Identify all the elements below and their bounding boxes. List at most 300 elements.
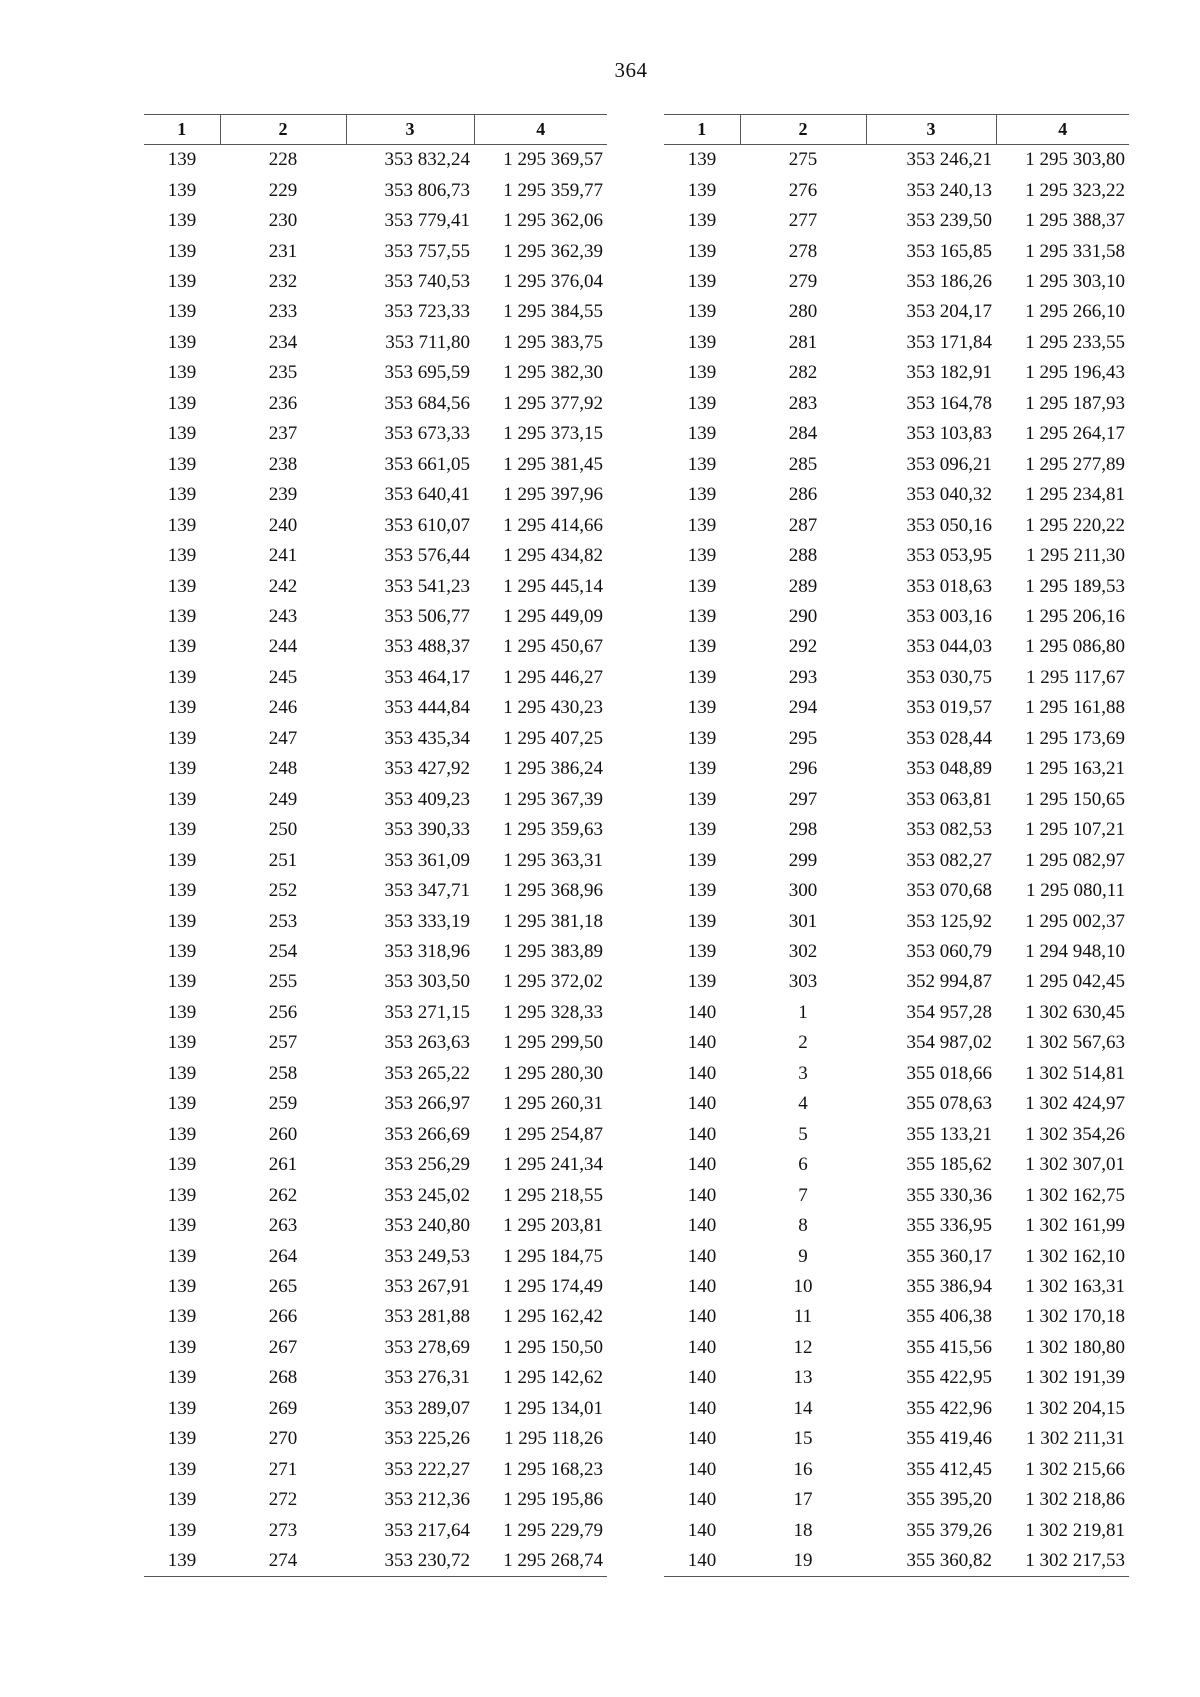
- table-row: [664, 1211, 1129, 1241]
- table-row: [664, 1424, 1129, 1454]
- cell-col-1: 139: [167, 271, 197, 293]
- cell-col-2: 263: [268, 1215, 298, 1237]
- cell-col-4: 1 295 229,79: [503, 1519, 603, 1541]
- cell-col-1: 140: [687, 1093, 717, 1115]
- table-row: [144, 267, 607, 297]
- cell-col-1: 139: [167, 880, 197, 902]
- cell-col-2: 12: [793, 1336, 813, 1358]
- cell-col-1: 139: [687, 301, 717, 323]
- table-row: [144, 663, 607, 693]
- cell-col-2: 262: [268, 1184, 298, 1206]
- cell-col-3: 355 185,62: [906, 1154, 992, 1176]
- cell-col-3: 353 333,19: [384, 910, 470, 932]
- cell-col-2: 271: [268, 1458, 298, 1480]
- cell-col-3: 353 018,63: [906, 575, 992, 597]
- table-row: [144, 236, 607, 266]
- cell-col-2: 278: [788, 240, 818, 262]
- cell-col-1: 139: [687, 971, 717, 993]
- cell-col-4: 1 302 567,63: [1025, 1032, 1125, 1054]
- cell-col-2: 303: [788, 971, 818, 993]
- cell-col-4: 1 295 002,37: [1025, 910, 1125, 932]
- cell-col-1: 139: [687, 240, 717, 262]
- column-header-1: 1: [144, 115, 220, 145]
- table-row: [664, 419, 1129, 449]
- cell-col-1: 139: [167, 545, 197, 567]
- cell-col-4: 1 295 367,39: [503, 788, 603, 810]
- cell-col-1: 139: [167, 666, 197, 688]
- table-row: [664, 663, 1129, 693]
- cell-col-3: 353 019,57: [906, 697, 992, 719]
- cell-col-4: 1 302 211,31: [1025, 1428, 1125, 1450]
- cell-col-4: 1 295 445,14: [503, 575, 603, 597]
- cell-col-2: 288: [788, 545, 818, 567]
- table-row: [144, 1028, 607, 1058]
- cell-col-4: 1 302 215,66: [1025, 1458, 1125, 1480]
- cell-col-3: 353 610,07: [384, 514, 470, 536]
- cell-col-4: 1 295 117,67: [1025, 666, 1125, 688]
- cell-col-2: 255: [268, 971, 298, 993]
- cell-col-4: 1 295 174,49: [503, 1275, 603, 1297]
- cell-col-1: 139: [167, 1093, 197, 1115]
- cell-col-3: 353 576,44: [384, 545, 470, 567]
- cell-col-1: 139: [687, 179, 717, 201]
- table-row: [664, 267, 1129, 297]
- cell-col-2: 8: [798, 1215, 808, 1237]
- cell-col-2: 246: [268, 697, 298, 719]
- cell-col-4: 1 295 430,23: [503, 697, 603, 719]
- cell-col-4: 1 295 368,96: [503, 880, 603, 902]
- cell-col-4: 1 295 187,93: [1025, 392, 1125, 414]
- cell-col-2: 284: [788, 423, 818, 445]
- cell-col-1: 139: [167, 514, 197, 536]
- table-row: [144, 1485, 607, 1515]
- cell-col-3: 353 347,71: [384, 880, 470, 902]
- cell-col-2: 292: [788, 636, 818, 658]
- table-row: [664, 1302, 1129, 1332]
- cell-col-3: 353 427,92: [384, 758, 470, 780]
- cell-col-3: 355 422,96: [906, 1397, 992, 1419]
- cell-col-3: 353 444,84: [384, 697, 470, 719]
- table-row: [664, 328, 1129, 358]
- cell-col-3: 353 757,55: [384, 240, 470, 262]
- table-row: [664, 1272, 1129, 1302]
- cell-col-3: 353 246,21: [906, 149, 992, 171]
- cell-col-3: 355 386,94: [906, 1275, 992, 1297]
- cell-col-2: 289: [788, 575, 818, 597]
- cell-col-1: 139: [687, 271, 717, 293]
- table-row: [144, 815, 607, 845]
- cell-col-1: 140: [687, 1275, 717, 1297]
- cell-col-3: 353 361,09: [384, 849, 470, 871]
- cell-col-4: 1 295 234,81: [1025, 484, 1125, 506]
- table-row: [144, 1089, 607, 1119]
- table-row: [144, 328, 607, 358]
- table-row: [144, 1302, 607, 1332]
- cell-col-4: 1 302 170,18: [1025, 1306, 1125, 1328]
- cell-col-4: 1 295 383,75: [503, 331, 603, 353]
- cell-col-4: 1 295 134,01: [503, 1397, 603, 1419]
- cell-col-1: 140: [687, 1154, 717, 1176]
- table-row: [664, 1546, 1129, 1577]
- cell-col-1: 139: [687, 484, 717, 506]
- table-row: [144, 1120, 607, 1150]
- cell-col-2: 251: [268, 849, 298, 871]
- table-row: [664, 1394, 1129, 1424]
- cell-col-3: 355 412,45: [906, 1458, 992, 1480]
- cell-col-1: 139: [687, 545, 717, 567]
- cell-col-3: 353 267,91: [384, 1275, 470, 1297]
- table-row: [664, 510, 1129, 540]
- cell-col-3: 353 082,53: [906, 819, 992, 841]
- cell-col-4: 1 295 323,22: [1025, 179, 1125, 201]
- cell-col-3: 353 695,59: [384, 362, 470, 384]
- cell-col-1: 139: [167, 1275, 197, 1297]
- cell-col-2: 275: [788, 149, 818, 171]
- cell-col-2: 5: [798, 1123, 808, 1145]
- cell-col-4: 1 295 082,97: [1025, 849, 1125, 871]
- cell-col-3: 355 360,17: [906, 1245, 992, 1267]
- cell-col-2: 19: [740, 1546, 866, 1577]
- cell-col-4: 1 302 204,15: [1025, 1397, 1125, 1419]
- cell-col-1: 140: [687, 1367, 717, 1389]
- column-header-4: 4: [474, 115, 607, 145]
- cell-col-4: 1 302 218,86: [1025, 1489, 1125, 1511]
- cell-col-1: 139: [687, 819, 717, 841]
- table-row: [664, 1150, 1129, 1180]
- cell-col-4: 1 295 260,31: [503, 1093, 603, 1115]
- cell-col-1: 139: [167, 971, 197, 993]
- cell-col-3: 353 318,96: [384, 941, 470, 962]
- cell-col-2: 235: [268, 362, 298, 384]
- table-row: [144, 754, 607, 784]
- cell-col-4: 1 295 359,63: [503, 819, 603, 841]
- cell-col-1: 139: [167, 149, 197, 171]
- cell-col-4: 1 295 163,21: [1025, 758, 1125, 780]
- cell-col-1: 139: [167, 1032, 197, 1054]
- cell-col-2: 294: [788, 697, 818, 719]
- cell-col-1: 139: [687, 453, 717, 475]
- cell-col-3: 353 256,29: [384, 1154, 470, 1176]
- cell-col-4: 1 295 386,24: [503, 758, 603, 780]
- cell-col-3: 353 053,95: [906, 545, 992, 567]
- cell-col-1: 139: [167, 727, 197, 749]
- cell-col-2: 264: [268, 1245, 298, 1267]
- cell-col-1: 139: [167, 1062, 197, 1084]
- cell-col-2: 13: [793, 1367, 813, 1389]
- cell-col-2: 239: [268, 484, 298, 506]
- cell-col-4: 1 294 948,10: [1025, 941, 1125, 962]
- cell-col-2: 242: [268, 575, 298, 597]
- cell-col-2: 298: [788, 819, 818, 841]
- cell-col-1: 140: [687, 1215, 717, 1237]
- cell-col-2: 7: [798, 1184, 808, 1206]
- cell-col-1: 139: [167, 1306, 197, 1328]
- cell-col-2: 279: [788, 271, 818, 293]
- cell-col-3: 355 379,26: [906, 1519, 992, 1541]
- cell-col-3: 355 078,63: [906, 1093, 992, 1115]
- cell-col-1: 139: [687, 941, 717, 962]
- cell-col-3: 353 779,41: [384, 210, 470, 232]
- cell-col-1: 139: [167, 1458, 197, 1480]
- cell-col-1: 139: [687, 758, 717, 780]
- cell-col-4: 1 295 268,74: [474, 1546, 607, 1577]
- table-row: [664, 967, 1129, 997]
- cell-col-1: 139: [167, 362, 197, 384]
- table-row: [664, 1120, 1129, 1150]
- cell-col-1: 139: [167, 423, 197, 445]
- cell-col-4: 1 295 203,81: [503, 1215, 603, 1237]
- column-header-3: 3: [866, 115, 996, 145]
- cell-col-1: 139: [687, 636, 717, 658]
- table-row: [664, 937, 1129, 967]
- cell-col-2: 274: [220, 1546, 346, 1577]
- cell-col-4: 1 302 161,99: [1025, 1215, 1125, 1237]
- cell-col-4: 1 295 080,11: [1025, 880, 1125, 902]
- cell-col-1: 139: [167, 1001, 197, 1023]
- table-row: [664, 693, 1129, 723]
- cell-col-2: 236: [268, 392, 298, 414]
- cell-col-2: 2: [798, 1032, 808, 1054]
- cell-col-3: 352 994,87: [906, 971, 992, 993]
- cell-col-3: 353 063,81: [906, 788, 992, 810]
- cell-col-3: 353 711,80: [385, 331, 470, 353]
- cell-col-4: 1 295 162,42: [503, 1306, 603, 1328]
- cell-col-1: 139: [687, 423, 717, 445]
- cell-col-3: 353 266,97: [384, 1093, 470, 1115]
- cell-col-2: 254: [268, 941, 298, 962]
- cell-col-1: 140: [664, 1546, 740, 1577]
- table-row: [144, 967, 607, 997]
- table-row: [664, 754, 1129, 784]
- cell-col-3: 353 390,33: [384, 819, 470, 841]
- cell-col-2: 228: [268, 149, 298, 171]
- table-row: [664, 785, 1129, 815]
- cell-col-4: 1 295 331,58: [1025, 240, 1125, 262]
- cell-col-1: 139: [167, 1123, 197, 1145]
- cell-col-2: 3: [798, 1062, 808, 1084]
- cell-col-4: 1 295 434,82: [503, 545, 603, 567]
- cell-col-4: 1 302 514,81: [1025, 1062, 1125, 1084]
- cell-col-4: 1 295 086,80: [1025, 636, 1125, 658]
- cell-col-4: 1 295 449,09: [503, 606, 603, 628]
- cell-col-4: 1 295 376,04: [503, 271, 603, 293]
- cell-col-2: 256: [268, 1001, 298, 1023]
- cell-col-3: 353 263,63: [384, 1032, 470, 1054]
- table-row: [664, 1485, 1129, 1515]
- cell-col-4: 1 295 150,50: [503, 1336, 603, 1358]
- column-header-2: 2: [220, 115, 346, 145]
- cell-col-2: 282: [788, 362, 818, 384]
- cell-col-2: 260: [268, 1123, 298, 1145]
- table-row: [144, 785, 607, 815]
- cell-col-1: 139: [167, 606, 197, 628]
- table-row: [144, 1363, 607, 1393]
- cell-col-4: 1 295 254,87: [503, 1123, 603, 1145]
- cell-col-2: 15: [793, 1428, 813, 1450]
- cell-col-1: 139: [687, 149, 717, 171]
- table-row: [144, 175, 607, 205]
- table-row: [144, 724, 607, 754]
- cell-col-1: 140: [687, 1397, 717, 1419]
- cell-col-4: 1 295 362,06: [503, 210, 603, 232]
- cell-col-4: 1 295 264,17: [1025, 423, 1125, 445]
- cell-col-4: 1 302 162,10: [1025, 1245, 1125, 1267]
- cell-col-2: 280: [788, 301, 818, 323]
- cell-col-3: 353 276,31: [384, 1367, 470, 1389]
- cell-col-3: 353 182,91: [906, 362, 992, 384]
- cell-col-2: 295: [788, 727, 818, 749]
- cell-col-2: 272: [268, 1489, 298, 1511]
- cell-col-1: 139: [167, 392, 197, 414]
- cell-col-1: 139: [687, 788, 717, 810]
- cell-col-3: 353 125,92: [906, 910, 992, 932]
- cell-col-1: 139: [167, 819, 197, 841]
- cell-col-2: 301: [788, 910, 818, 932]
- cell-col-2: 267: [268, 1336, 298, 1358]
- cell-col-1: 139: [687, 880, 717, 902]
- table-row: [144, 937, 607, 967]
- table-row: [144, 358, 607, 388]
- cell-col-3: 355 018,66: [906, 1062, 992, 1084]
- table-row: [664, 1515, 1129, 1545]
- cell-col-4: 1 295 328,33: [503, 1001, 603, 1023]
- coordinates-table-left: [144, 114, 607, 1577]
- table-row: [144, 998, 607, 1028]
- cell-col-4: 1 295 195,86: [503, 1489, 603, 1511]
- cell-col-1: 139: [687, 697, 717, 719]
- table-row: [144, 1180, 607, 1210]
- cell-col-2: 249: [268, 788, 298, 810]
- cell-col-4: 1 295 266,10: [1025, 301, 1125, 323]
- cell-col-2: 10: [793, 1275, 813, 1297]
- cell-col-4: 1 295 373,15: [503, 423, 603, 445]
- cell-col-3: 353 289,07: [384, 1397, 470, 1419]
- cell-col-1: 139: [167, 331, 197, 353]
- cell-col-2: 17: [793, 1489, 813, 1511]
- column-header-2: 2: [740, 115, 866, 145]
- cell-col-1: 139: [167, 484, 197, 506]
- cell-col-4: 1 302 217,53: [996, 1546, 1129, 1577]
- table-row: [664, 1241, 1129, 1271]
- cell-col-4: 1 295 189,53: [1025, 575, 1125, 597]
- cell-col-3: 353 640,41: [384, 484, 470, 506]
- cell-col-4: 1 295 241,34: [503, 1154, 603, 1176]
- cell-col-3: 353 281,88: [384, 1306, 470, 1328]
- cell-col-1: 139: [167, 758, 197, 780]
- cell-col-4: 1 302 191,39: [1025, 1367, 1125, 1389]
- cell-col-3: 353 278,69: [384, 1336, 470, 1358]
- cell-col-2: 11: [793, 1306, 813, 1328]
- cell-col-2: 281: [788, 331, 818, 353]
- table-row: [664, 571, 1129, 601]
- cell-col-1: 140: [687, 1032, 717, 1054]
- cell-col-2: 238: [268, 453, 298, 475]
- cell-col-1: 139: [687, 331, 717, 353]
- table-row: [664, 389, 1129, 419]
- cell-col-3: 353 303,50: [384, 971, 470, 993]
- cell-col-4: 1 302 354,26: [1025, 1123, 1125, 1145]
- cell-col-3: 353 541,23: [384, 575, 470, 597]
- table-row: [664, 998, 1129, 1028]
- cell-col-3: 353 028,44: [906, 727, 992, 749]
- cell-col-3: 353 222,27: [384, 1458, 470, 1480]
- table-row: [144, 1454, 607, 1484]
- column-header-1: 1: [664, 115, 740, 145]
- table-row: [664, 358, 1129, 388]
- cell-col-3: 353 506,77: [384, 606, 470, 628]
- cell-col-4: 1 295 220,22: [1025, 514, 1125, 536]
- table-row: [144, 480, 607, 510]
- column-header-3: 3: [346, 115, 474, 145]
- cell-col-4: 1 302 219,81: [1025, 1519, 1125, 1541]
- cell-col-2: 293: [788, 666, 818, 688]
- cell-col-2: 237: [268, 423, 298, 445]
- cell-col-1: 139: [687, 362, 717, 384]
- cell-col-1: 139: [687, 849, 717, 871]
- cell-col-2: 231: [268, 240, 298, 262]
- cell-col-2: 266: [268, 1306, 298, 1328]
- cell-col-1: 139: [687, 910, 717, 932]
- cell-col-3: 353 040,32: [906, 484, 992, 506]
- cell-col-1: 139: [167, 1184, 197, 1206]
- cell-col-4: 1 302 163,31: [1025, 1275, 1125, 1297]
- table-row: [144, 1059, 607, 1089]
- cell-col-3: 353 225,26: [384, 1428, 470, 1450]
- cell-col-3: 353 464,17: [384, 666, 470, 688]
- cell-col-3: 355 419,46: [906, 1428, 992, 1450]
- cell-col-2: 283: [788, 392, 818, 414]
- table-row: [664, 1333, 1129, 1363]
- table-row: [144, 1394, 607, 1424]
- cell-col-2: 259: [268, 1093, 298, 1115]
- cell-col-2: 276: [788, 179, 818, 201]
- cell-col-3: 353 186,26: [906, 271, 992, 293]
- table-row: [144, 1150, 607, 1180]
- cell-col-3: 355 133,21: [906, 1123, 992, 1145]
- cell-col-3: 355 360,82: [866, 1546, 996, 1577]
- cell-col-4: 1 302 180,80: [1025, 1336, 1125, 1358]
- cell-col-1: 140: [687, 1458, 717, 1480]
- cell-col-4: 1 295 372,02: [503, 971, 603, 993]
- cell-col-1: 139: [167, 1245, 197, 1267]
- cell-col-3: 353 217,64: [384, 1519, 470, 1541]
- cell-col-2: 286: [788, 484, 818, 506]
- cell-col-1: 139: [167, 1428, 197, 1450]
- cell-col-2: 247: [268, 727, 298, 749]
- cell-col-4: 1 295 382,30: [503, 362, 603, 384]
- cell-col-3: 355 330,36: [906, 1184, 992, 1206]
- cell-col-3: 353 070,68: [906, 880, 992, 902]
- cell-col-1: 139: [687, 210, 717, 232]
- table-row: [664, 175, 1129, 205]
- table-row: [664, 145, 1129, 176]
- table-row: [664, 724, 1129, 754]
- cell-col-1: 139: [167, 1367, 197, 1389]
- table-row: [144, 510, 607, 540]
- cell-col-1: 139: [167, 1336, 197, 1358]
- table-row: [664, 1059, 1129, 1089]
- cell-col-4: 1 295 384,55: [503, 301, 603, 323]
- table-row: [144, 1211, 607, 1241]
- table-row: [144, 571, 607, 601]
- table-row: [664, 541, 1129, 571]
- cell-col-1: 139: [687, 666, 717, 688]
- cell-col-3: 353 661,05: [384, 453, 470, 475]
- table-row: [144, 1272, 607, 1302]
- cell-col-2: 296: [788, 758, 818, 780]
- page-number: 364: [614, 58, 648, 82]
- cell-col-2: 265: [268, 1275, 298, 1297]
